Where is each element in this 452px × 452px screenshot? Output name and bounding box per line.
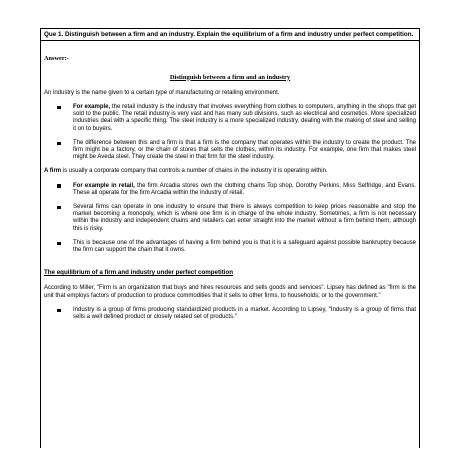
bullet-lead: For example in retail, (73, 182, 135, 189)
question-heading: Que 1. Distinguish between a firm and an industry. Explain the equilibrium of a firm and industry under perfect competition. (44, 31, 414, 38)
square-bullet-icon (57, 309, 61, 313)
bullet-text: The difference between this and a firm is that a firm is the company that operates within the industry to create the product. The firm might be a factory, or the chain of stores that sells the clothes, within its industry. For example, one firm that makes steel might be Aveda steel. They create the steel in that firm for the steel industry. (73, 139, 416, 161)
firm-definition-text: is usually a corporate company that controls a number of chains in the industry it is operating within. (61, 168, 328, 175)
firm-bullet-list (44, 183, 416, 255)
document-page (40, 28, 420, 452)
list-item (73, 240, 416, 254)
equilibrium-intro: According to Miller, "Firm is an organization that buys and hires resources and sells goods and services". Lipsey has defined as "firm is the unit that employs factors of production to produce commodities that it sells to other firms, to households, or to the government." (44, 285, 416, 299)
list-item (73, 307, 416, 321)
square-bullet-icon (57, 242, 61, 246)
answer-label: Answer:- (44, 55, 69, 63)
square-bullet-icon (57, 184, 61, 188)
bullet-text: Several firms can operate in one industry to ensure that there is always competition to keep prices reasonable and stop the market becoming a monopoly, which is where one firm is in charge of the whole industry. Sometimes, a firm is not necessary within the industry and independent chains and retailers can enter straight into the market without a firm behind them, although this is risky. (73, 204, 416, 232)
divider (41, 40, 419, 41)
square-bullet-icon (57, 206, 61, 210)
section-title-distinguish: Distinguish between a firm and an industry (169, 73, 291, 81)
bullet-text: the retail industry is the industry that involves everything from clothes to computers, anything in the shops that get sold to the public. The retail industry is very vast and has many sub divisions, such as electrical and cosmetics. More specialized industries deal with a specific thing. The steel industry is a more specialized industry, dealing with the making of steel and selling it on to buyers. (73, 104, 416, 132)
square-bullet-icon (57, 106, 61, 110)
bullet-text: the firm Arcadia stores own the clothing chains Top shop, Dorothy Perkins, Miss Selfridge, and Evans. These all operate for the firm Arcadia within the industry of retail. (73, 182, 416, 196)
list-item (73, 140, 416, 162)
equilibrium-bullet-list (44, 307, 416, 321)
industry-intro: An industry is the name given to a certain type of manufacturing or retailing environment. (44, 89, 280, 96)
firm-definition (44, 168, 416, 175)
question-box (40, 28, 420, 448)
section-title-equilibrium: The equilibrium of a firm and industry under perfect competition (44, 269, 234, 277)
list-item (73, 204, 416, 233)
firm-definition-lead: A firm (44, 168, 62, 175)
bullet-text: Industry is a group of firms producing standardized products in a market. According to Lipsey, "Industry is a group of firms that sells a well defined product or closely related set of products." (73, 306, 416, 321)
industry-bullet-list (44, 104, 416, 161)
bullet-lead: For example, (73, 104, 111, 111)
square-bullet-icon (57, 142, 61, 146)
bullet-text: This is because one of the advantages of having a firm behind you is that it is a safeguard against possible bankruptcy because the firm can support the chain that it owns. (73, 239, 416, 254)
list-item (73, 183, 416, 197)
list-item (73, 104, 416, 133)
